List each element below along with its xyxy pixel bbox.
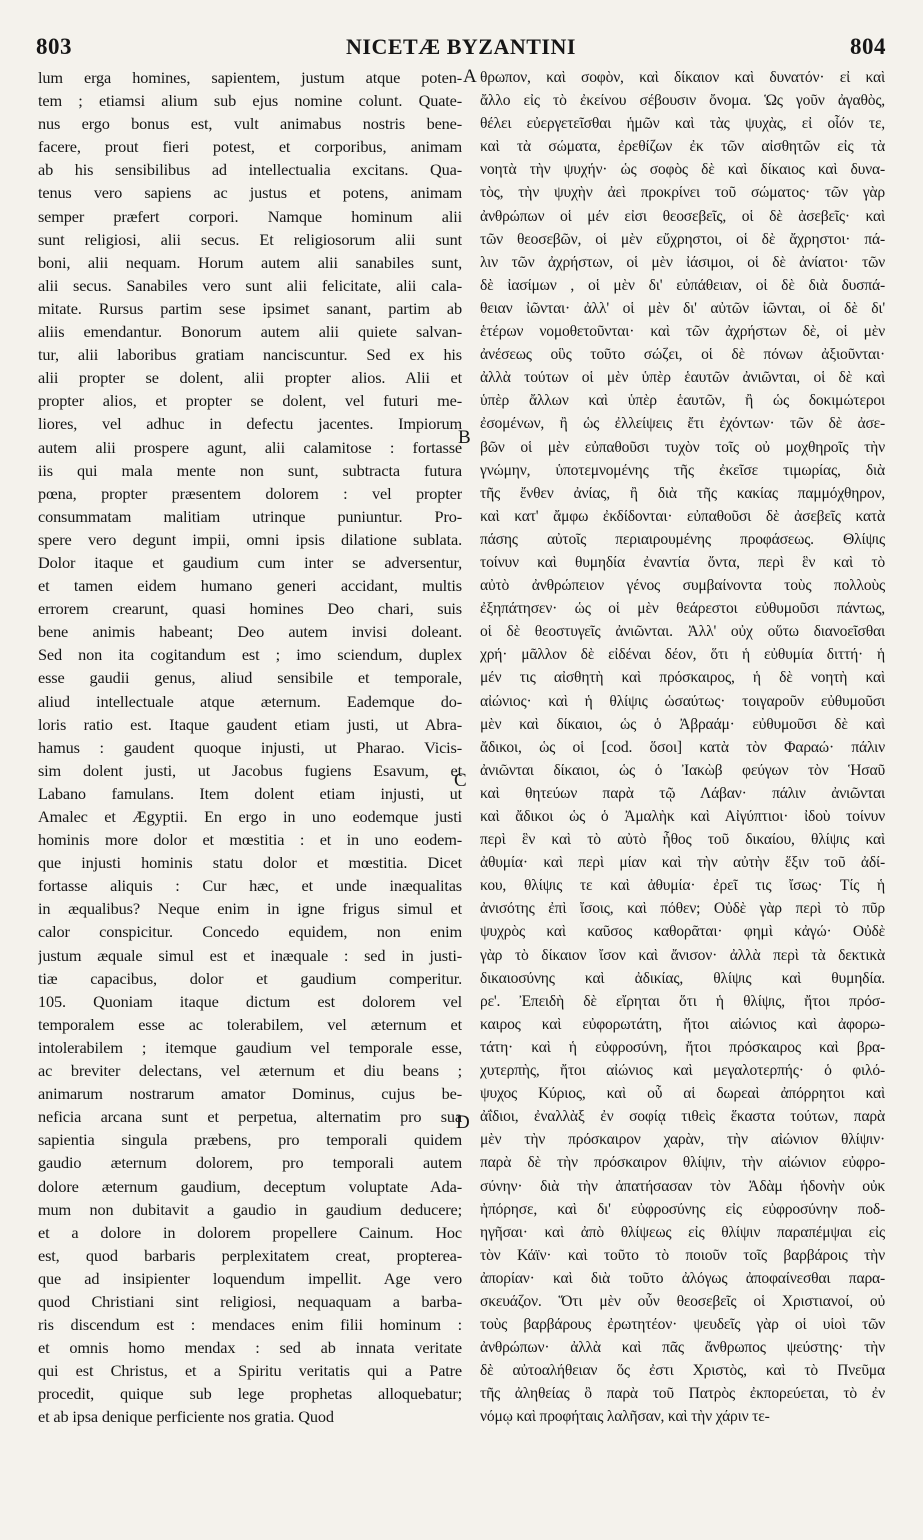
latin-text-line: boni, alii nequam. Horum autem alii sanabiles sunt, [38, 252, 462, 272]
latin-text-line: sunt religiosi, alii secus. Et religiosorum alii sunt [38, 229, 462, 249]
greek-text-line: τοὺς βαρβάρους ἐρωτητέον· ψευδεῖς γὰρ οἱ υἱοὶ τῶν [480, 1316, 885, 1334]
greek-text-line: σκευάζον. Ὅτι μὲν οὖν θεοσεβεῖς οἱ Χριστιανοί, οὐ [480, 1292, 885, 1310]
greek-text-line: αὐτὸ ἀνθρώπειον γένος συμβαίνοντα τοὺς πολλοὺς [480, 577, 885, 595]
latin-text-line: Sed non ita cogitandum est ; imo sciendum, duplex [38, 645, 462, 665]
greek-text-line: δὲ ἰασίμων , οἱ μὲν δι' εὐπάθειαν, οἱ δὲ διὰ δυσπά- [480, 276, 885, 294]
latin-text-line: aliud intellectuale atque æternum. Eademque do- [38, 691, 462, 711]
greek-text-line: γὰρ τὸ δίκαιον ἴσον καὶ ἄνισον· ἀλλὰ περὶ τὰ δεκτικὰ [480, 946, 885, 964]
latin-text-line: facere, prout fieri potest, et corporibus, animam [38, 137, 462, 157]
latin-text-line: intolerabilem ; itemque gaudium vel temporale esse, [38, 1037, 462, 1057]
latin-text-line: hamus : gaudent quoque injusti, ut Pharao. Vicis- [38, 737, 462, 757]
greek-text-line: περὶ ἓν καὶ τὸ αὐτὸ ἦθος τοῦ δικαίου, θλίψις καὶ [480, 831, 885, 849]
margin-marker-b: B [458, 427, 471, 448]
greek-text-line: ἀνέσεως οὓς τοῦτο σώζει, οἱ δὲ πόνων ἀξιοῦνται· [480, 346, 885, 364]
greek-text-line: ψυχρὸς καὶ καῦσος καθορᾶται· φημὶ κἀγώ· Οὐδὲ [480, 923, 885, 941]
greek-text-line: ἑτέρων νομοθετοῦνται· καὶ τῶν ἀχρήστων δὲ, οἱ μὲν [480, 323, 885, 341]
latin-text-line: tem ; etiamsi alium sub ejus nomine colunt. Quate- [38, 91, 462, 111]
latin-text-line: gaudio æternum dolorem, pro temporali autem [38, 1153, 462, 1173]
latin-text-line: 105. Quoniam itaque dictum est dolorem vel [38, 991, 462, 1011]
greek-text-line: χυτερπὴς, ἤτοι αἰώνιος καὶ μεγαλοτερπής· ὁ φιλό- [480, 1062, 885, 1080]
latin-text-line: neficia arcana sunt et perpetua, alternatim pro sua [38, 1107, 462, 1127]
greek-text-line: τῶν θεοσεβῶν, οἱ μὲν εὔχρηστοι, οἱ δὲ ἄχρηστοι· πά- [480, 230, 885, 248]
greek-text-line: νοητὰ τὴν ψυχήν· ὡς σοφὸς δὲ καὶ δίκαιος καὶ δυνα- [480, 161, 885, 179]
latin-text-line: semper præfert corpori. Namque hominum alii [38, 206, 462, 226]
latin-text-line: lum erga homines, sapientem, justum atque poten- [38, 68, 462, 87]
latin-text-line: bene animis habeant; Deo autem invisi doleant. [38, 622, 462, 642]
greek-text-line: θέλει εὐεργετεῖσθαι ἡμῶν καὶ τὰς ψυχὰς, εἰ οἷόν τε, [480, 115, 885, 133]
latin-text-line: errorem crearunt, quasi homines Deo chari, suis [38, 599, 462, 619]
margin-marker-c: C [454, 770, 467, 791]
latin-text-line: liores, vel adhuc in defectu jacentes. Impiorum [38, 414, 462, 434]
latin-text-line: Labano famulans. Item dolent etiam injusti, ut [38, 783, 462, 803]
greek-text-line: τοίνυν καὶ θυμηδία ἐναντία ὄντα, περὶ ἓν καὶ τὸ [480, 553, 885, 571]
greek-text-line: ἠπόρησε, καὶ δι' εὐφροσύνης εἰς εὐφροσύνην ποδ- [480, 1200, 885, 1218]
greek-text-line: τῆς ἔνθεν ἀνίας, ἢ διὰ τῆς κακίας παμμόχθηρον, [480, 484, 885, 502]
latin-text-line: loris ratio est. Itaque gaudent etiam justi, ut Abra- [38, 714, 462, 734]
greek-text-line: ἄδικοι, ὡς οἱ [cod. ὅσοι] κατὰ τὸν Φαραώ· πάλιν [480, 738, 885, 756]
greek-text-line: πάσης αὐτοῖς περιαιρουμένης προφάσεως. Θλίψις [480, 530, 885, 548]
greek-text-line: τῆς ἀληθείας ὃ παρὰ τοῦ Πατρὸς ἐκπορεύεται, τὸ ἐν [480, 1385, 885, 1403]
latin-text-line: autem alii prospere agunt, alii calamitose : fortasse [38, 437, 462, 457]
greek-text-line: βῶν οἱ μὲν εὐπαθοῦσι τυχὸν τοῖς οὐ μοχθηροῖς τὴν [480, 438, 885, 456]
greek-text-line: ὑπὲρ ἄλλων καὶ ὑπὲρ ἑαυτῶν, ἢ ὡς δοκιμώτεροι [480, 392, 885, 410]
greek-text-line: ρε'. Ἐπειδὴ δὲ εἴρηται ὅτι ἡ θλίψις, ἤτοι πρόσ- [480, 992, 885, 1010]
latin-text-line: alii secus. Sanabiles vero sunt alii felicitate, alii cala- [38, 275, 462, 295]
margin-marker-a: A [463, 66, 477, 87]
latin-text-line: et omnis homo mendax : sed ab innata veritate [38, 1338, 462, 1358]
latin-text-line: et ab ipsa denique perficiente nos gratia. Quod [38, 1407, 334, 1427]
greek-text-line: ἄλλο εἰς τὸ ἐκείνου σέβουσιν ὄνομα. Ὡς γοῦν ἀγαθὸς, [480, 92, 885, 110]
running-header [36, 34, 886, 64]
greek-text-line: σύνην· διὰ τὴν ἀπατήσασαν τὸν Ἀδὰμ ἡδονὴν οὐκ [480, 1177, 885, 1195]
greek-text-line: ἀθυμία· καὶ περὶ μίαν καὶ τὴν αὐτὴν ἕξιν τοῦ ἀδί- [480, 854, 885, 872]
greek-text-line: ἀπορίαν· καὶ διὰ τοῦτο ἀλόγως ἀποφαίνεσθαι παρα- [480, 1269, 885, 1287]
greek-text-line: καὶ τὰ σώματα, ἐρεθίζων ἐκ τῶν αἰσθητῶν εἰς τὰ [480, 138, 885, 156]
latin-text-line: alii propter se dolent, alii propter alios. Alii et [38, 368, 462, 388]
latin-text-line: quod Christiani sint religiosi, nequaquam a barba- [38, 1291, 462, 1311]
greek-text-line: ἀνισότης ἐπὶ ἴσοις, καὶ πόθεν; Οὐδὲ γὰρ περὶ τὸ πῦρ [480, 900, 885, 918]
latin-text-line: iis qui mala mente non sunt, subtracta futura [38, 460, 462, 480]
greek-text-line: καιρος καὶ εὐφορωτάτη, ἤτοι αἰώνιος καὶ ἀφορω- [480, 1015, 885, 1033]
latin-text-line: hominis more dolor et mœstitia : et in uno eodem- [38, 830, 462, 850]
greek-text-line: δικαιοσύνης καὶ ἀδικίας, θλίψις καὶ θυμηδία. [480, 969, 885, 987]
greek-text-line: δὲ αὐτοαλήθειαν ὅς ἐστι Χριστὸς, καὶ τὸ Πνεῦμα [480, 1362, 885, 1380]
greek-text-line: τάτη· καὶ ἡ εὐφροσύνη, ἤτοι πρόσκαιρος καὶ βρα- [480, 1038, 885, 1056]
greek-text-line: οἱ δὲ θεοστυγεῖς ἀνιῶνται. Ἀλλ' οὐχ οὕτω διανοεῖσθαι [480, 623, 885, 641]
latin-text-line: et a dolore in dolorem propellere Cainum. Hoc [38, 1222, 462, 1242]
latin-text-line: est, quod barbaris perplexitatem creat, propterea- [38, 1245, 462, 1265]
greek-text-line: μὲν τὴν πρόσκαιρον χαρὰν, τὴν αἰώνιον θλίψιν· [480, 1131, 885, 1149]
margin-marker-d: D [456, 1112, 470, 1133]
greek-text-line: ἀνιῶνται δίκαιοι, ὡς ὁ Ἰακὼβ φεύγων τὸν Ἡσαῦ [480, 761, 885, 779]
greek-text-line: ἀνθρώπων· ἀλλὰ καὶ πᾶς ἄνθρωπος ψεύστης· τὴν [480, 1339, 885, 1357]
greek-text-line: ἐσομένων, ἢ ὡς ἐλλείψεις ἔτι ἐχόντων· τῶν δὲ ἀσε- [480, 415, 885, 433]
greek-text-line: γνώμην, ὑποτεμνομένης τῆς ἐκεῖσε τιμωρίας, διὰ [480, 461, 885, 479]
latin-text-line: animarum nostrarum amator Dominus, cujus be- [38, 1084, 462, 1104]
greek-text-line: ἀνθρώπων οἱ μέν εἰσι θεοσεβεῖς, οἱ δὲ ἀσεβεῖς· καὶ [480, 207, 885, 225]
greek-text-line: χρή· μᾶλλον δὲ εἰδέναι δέον, ὅτι ἡ εὐθυμία διττή· ἡ [480, 646, 885, 664]
greek-text-line: λιν τῶν ἀχρήστων, οἱ μὲν ἰάσιμοι, οἱ δὲ ἀνίατοι· τῶν [480, 253, 885, 271]
latin-text-line: tiæ capacibus, dolor et gaudium comperitur. [38, 968, 462, 988]
latin-text-line: spere vero degunt impii, omni ipsis dilatione sublata. [38, 529, 462, 549]
page-number-left: 803 [36, 34, 72, 59]
greek-text-line: παρὰ δὲ τὴν πρόσκαιρον θλίψιν, τὴν αἰώνιον εὐφρο- [480, 1154, 885, 1172]
greek-text-line: νόμῳ καὶ προφήταις λαλῆσαν, καὶ τὴν χάριν τε- [480, 1408, 770, 1426]
latin-text-line: aliis emendantur. Bonorum autem alii quiete salvan- [38, 322, 462, 342]
latin-text-line: que injusti hominis statu dolor et mœstitia. Dicet [38, 853, 462, 873]
latin-text-line: Dolor itaque et gaudium cum inter se adversentur, [38, 552, 462, 572]
greek-text-line: ψυχος Κύριος, καὶ οὗ αἱ δωρεαὶ ἀπόρρητοι καὶ [480, 1085, 885, 1103]
latin-text-line: calor conspicitur. Concedo equidem, non enim [38, 922, 462, 942]
greek-text-line: ἀΐδιοι, ἐναλλὰξ ἐν σοφίᾳ τιθεὶς ἕκαστα τούτων, παρὰ [480, 1108, 885, 1126]
latin-text-line: Amalec et Ægyptii. En ergo in uno eodemque justi [38, 807, 462, 826]
latin-text-line: procedit, quique sub lege prophetas alloquebatur; [38, 1384, 462, 1404]
latin-text-line: que ad insipienter loquendum impellit. Age vero [38, 1268, 462, 1288]
greek-text-line: θειαν ἰῶνται· ἀλλ' οἱ μὲν δι' αὐτῶν ἰῶνται, οἱ δὲ δι' [480, 299, 885, 317]
greek-text-line: καὶ κατ' ἄμφω ἐκδίδονται· εὐπαθοῦσι δὲ ἀσεβεῖς κατὰ [480, 507, 885, 525]
greek-text-line: ἐξηπάτησεν· ὡς οἱ μὲν θεάρεστοι εὐθυμοῦσι πάντως, [480, 600, 885, 618]
latin-text-line: qui est Christus, et a Spiritu veritatis qui a Patre [38, 1361, 462, 1381]
latin-text-line: mum non dubitavit a gaudio in gaudium deducere; [38, 1199, 462, 1219]
greek-text-line: θρωπον, καὶ σοφὸν, καὶ δίκαιον καὶ δυνατόν· εἰ καὶ [480, 69, 885, 86]
latin-text-line: sim dolent justi, ut Jacobus fugiens Esavum, et [38, 760, 462, 780]
greek-text-line: κου, θλίψις τε καὶ ἀθυμία· ἐρεῖ τις ἴσως· Τίς ἡ [480, 877, 885, 895]
latin-text-line: temporalem esse ac tolerabilem, vel æternum et [38, 1014, 462, 1034]
latin-text-line: nus ergo bonus est, vult animabus nostris bene- [38, 114, 462, 134]
greek-text-line: τὸς, τὴν ψυχὴν ἀεὶ προκρίνει τοῦ σώματος· τῶν γὰρ [480, 184, 885, 202]
greek-text-line: αἰώνιος· καὶ ἡ θλίψις ὡσαύτως· τοιγαροῦν εὐθυμοῦσι [480, 692, 885, 710]
greek-text-line: ἀλλὰ τούτων οἱ μὲν ὑπὲρ ἑαυτῶν ἀνιῶνται, οἱ δὲ καὶ [480, 369, 885, 387]
latin-text-line: ab his sensibilibus ad intellectualia excitans. Qua- [38, 160, 462, 180]
latin-text-line: in æqualibus? Neque enim in igne frigus simul et [38, 899, 462, 919]
latin-text-line: fortasse aliquis : Cur hæc, et unde inæqualitas [38, 876, 462, 896]
greek-text-line: καὶ ἄδικοι ὡς ὁ Ἀμαλὴκ καὶ Αἰγύπτιοι· ἰδοὺ τοίνυν [480, 808, 885, 825]
latin-text-line: mitate. Rursus partim sese ipsimet sanant, partim ab [38, 298, 462, 318]
latin-text-line: propter alios, et propter se dolent, vel futuri me- [38, 391, 462, 411]
greek-text-line: μὲν καὶ δίκαιοι, ὡς ὁ Ἀβραάμ· εὐθυμοῦσι δὲ καὶ [480, 715, 885, 733]
latin-text-line: pœna, propter præsentem dolorem : vel propter [38, 483, 462, 503]
latin-text-line: ris discendum est : mendaces enim filii hominum : [38, 1315, 462, 1335]
latin-text-line: ac breviter delectans, vel æternum et diu beans ; [38, 1061, 462, 1081]
running-title: NICETÆ BYZANTINI [346, 34, 576, 59]
latin-column [38, 66, 462, 1429]
latin-text-line: et tamen eidem humano generi accidant, multis [38, 576, 462, 596]
greek-text-line: καὶ θητεύων παρὰ τῷ Λάβαν· πάλιν ἀνιῶνται [480, 784, 885, 802]
page-number-right: 804 [850, 34, 886, 59]
latin-text-line: consummatam malitiam utrinque puniuntur. Pro- [38, 506, 462, 526]
latin-text-line: esse gaudii genus, aliud sensibile et temporale, [38, 668, 462, 688]
greek-column [480, 66, 885, 1429]
latin-text-line: justum æquale simul est et inæquale : sed in justi- [38, 945, 462, 965]
greek-text-line: ηγῆσαι· καὶ ἀπὸ θλίψεως εἰς θλίψιν παραπέμψαι εἰς [480, 1223, 885, 1241]
greek-text-line: μέν τις αἰσθητὴ καὶ πρόσκαιρος, ἡ δὲ νοητὴ καὶ [480, 669, 885, 687]
greek-text-line: τὸν Κάϊν· καὶ τοῦτο τὸ ποιοῦν τοῖς βαρβάροις τὴν [480, 1246, 885, 1264]
latin-text-line: tenus vero sapiens ac justus et potens, animam [38, 183, 462, 203]
latin-text-line: dolore æternum gaudium, deceptum voluptate Ada- [38, 1176, 462, 1196]
latin-text-line: tur, alii laboribus gratiam nanciscuntur. Sed ex his [38, 345, 462, 365]
latin-text-line: sapientia singula præbens, pro temporali quidem [38, 1130, 462, 1150]
